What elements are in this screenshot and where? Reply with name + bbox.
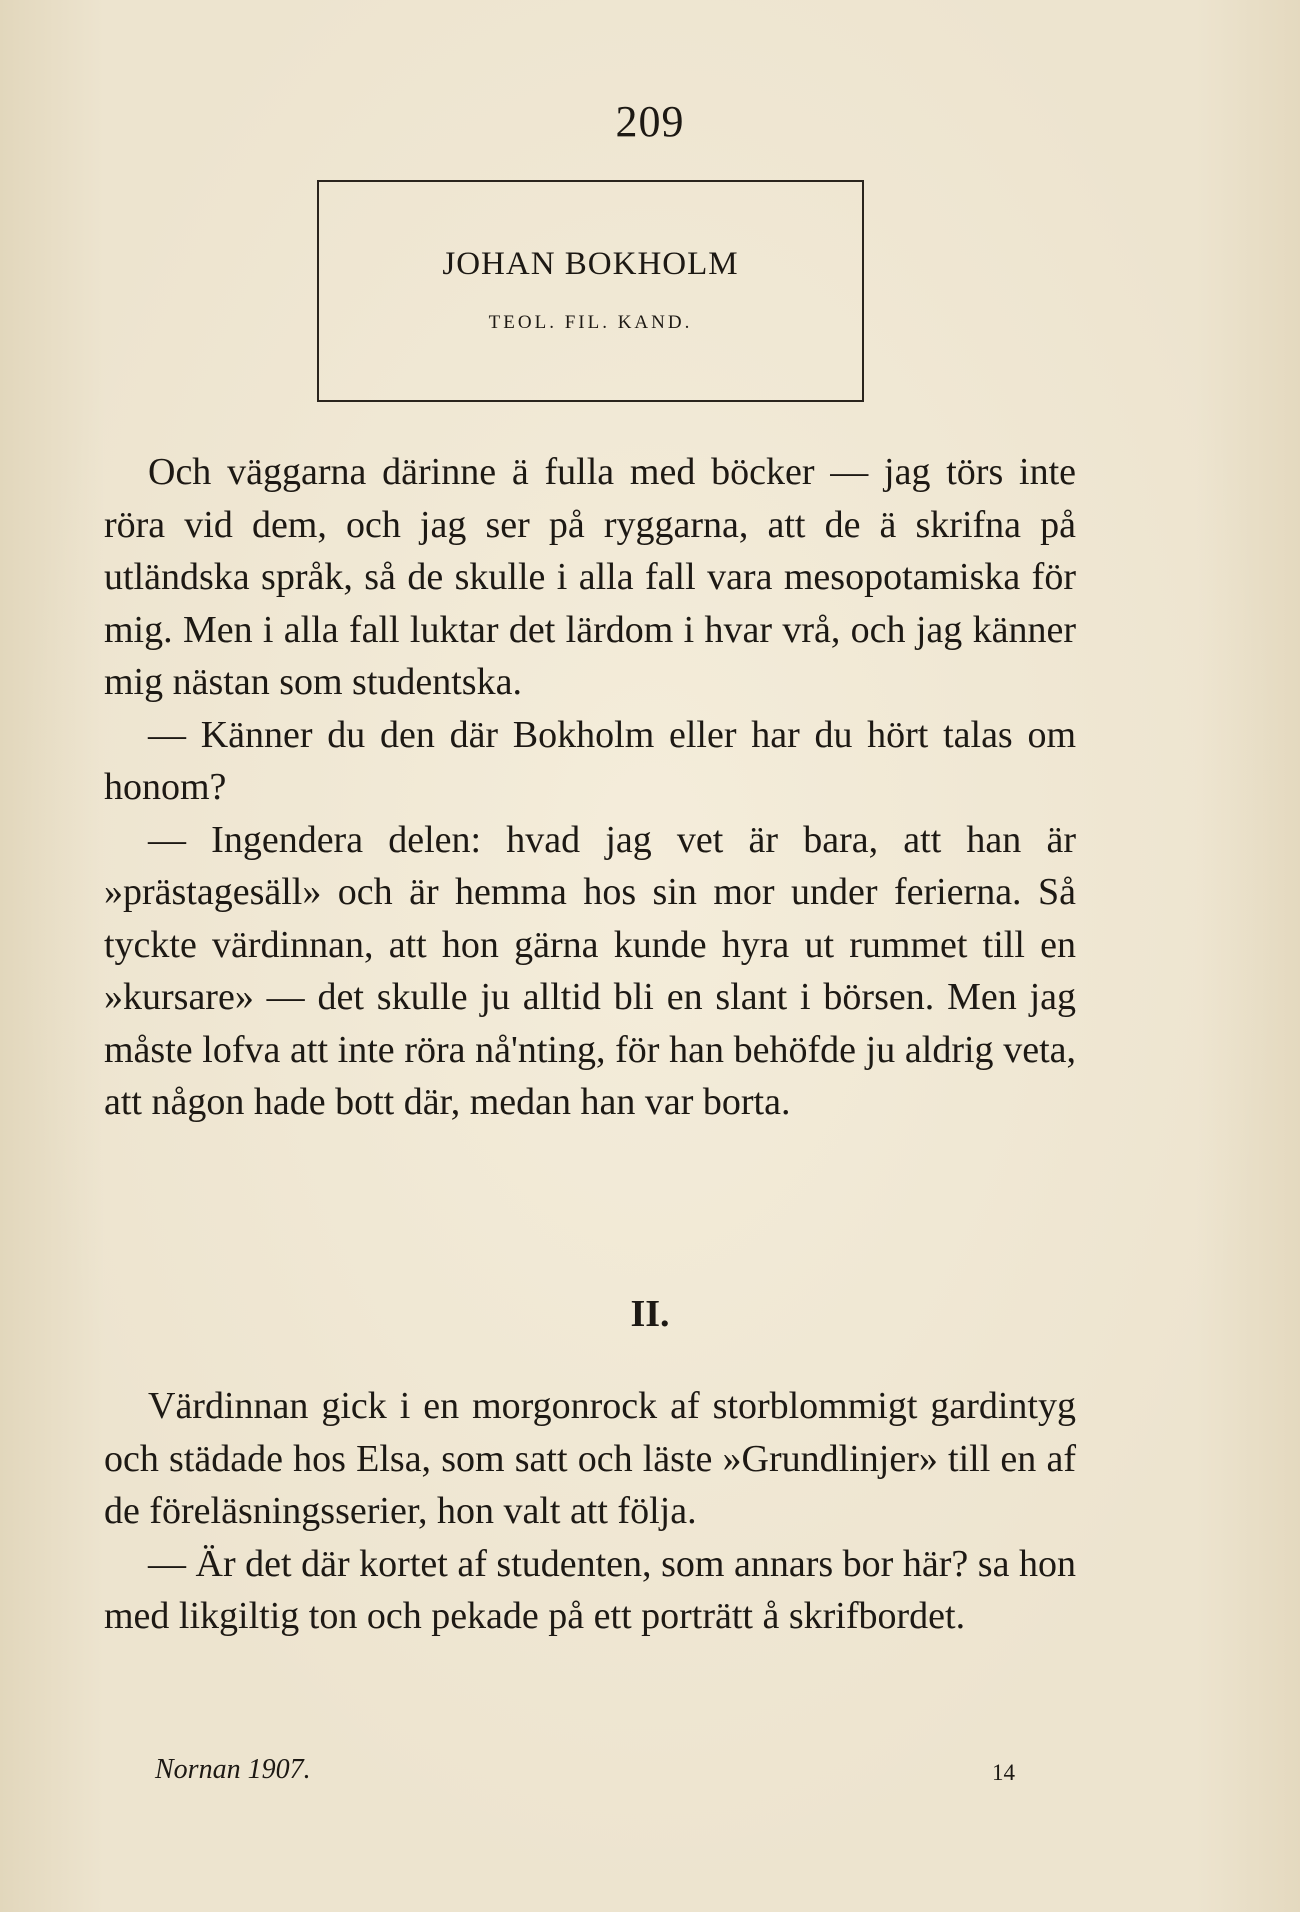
footer-sheet-number: 14 xyxy=(992,1760,1015,1785)
page-number: 209 xyxy=(615,97,685,146)
footer-source: Nornan 1907. xyxy=(155,1754,311,1785)
card-name: JOHAN BOKHOLM xyxy=(442,246,739,282)
paragraph: — Är det där kortet af studenten, som annars bor här? sa hon med likgiltig ton och pekade på ett porträtt å skrifbordet. xyxy=(104,1542,1076,1637)
paragraph: — Ingendera delen: hvad jag vet är bara, att han är »prästagesäll» och är hemma hos sin mor under ferierna. Så tyckte värdinnan, att hon gärna kunde hyra ut rummet till en »kursare» — det skulle ju alltid bli en slant i börsen. Men jag måste lofva att inte röra nå'nting, för han behöfde ju aldrig veta, att någon hade bott där, medan han var borta. xyxy=(104,818,1076,1123)
name-card xyxy=(317,180,864,402)
section-2-text xyxy=(104,1380,1076,1643)
paragraph: — Känner du den där Bokholm eller har du hört talas om honom? xyxy=(104,713,1076,808)
section-1-text xyxy=(104,446,1076,1129)
card-title: TEOL. FIL. KAND. xyxy=(488,312,693,333)
paragraph: Värdinnan gick i en morgonrock af storblommigt gardintyg och städade hos Elsa, som satt och läste »Grundlinjer» till en af de föreläsningsserier, hon valt att följa. xyxy=(104,1385,1076,1532)
paragraph: Och väggarna därinne ä fulla med böcker — jag törs inte röra vid dem, och jag ser på ryggarna, att de ä skrifna på utländska språk, så de skulle i alla fall vara mesopotamiska för mig. Men i alla fall luktar det lärdom i hvar vrå, och jag känner mig nästan som studentska. xyxy=(104,451,1076,703)
section-heading: II. xyxy=(630,1293,670,1335)
